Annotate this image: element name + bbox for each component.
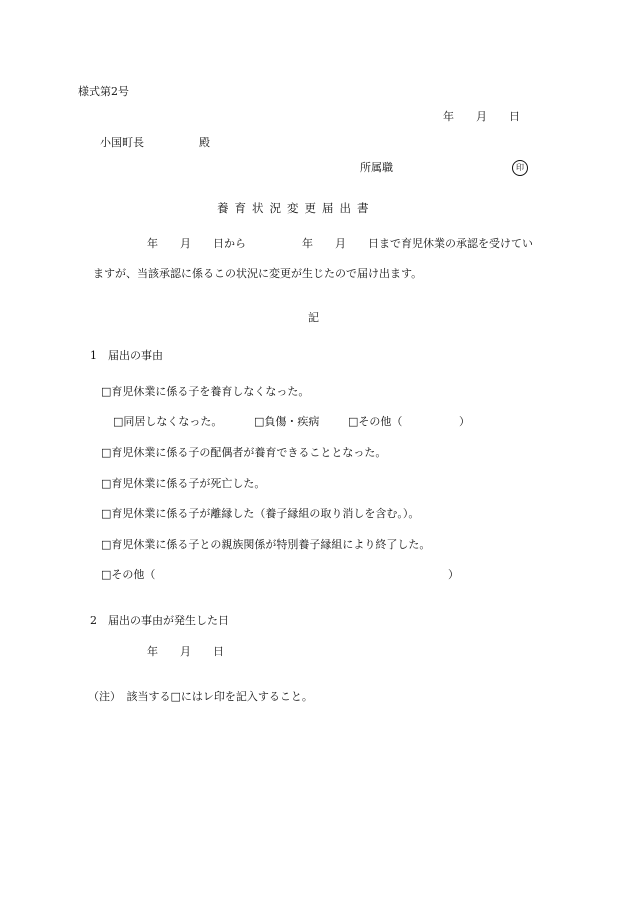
occurrence-date: 年 月 日 (147, 645, 224, 658)
header-date: 年 月 日 (443, 110, 520, 123)
note: （注） 該当する□にはレ印を記入すること。 (88, 690, 313, 703)
form-number: 様式第2号 (78, 85, 129, 98)
intro-line1-end: 年 月 日まで育児休業の承認を受けてい (302, 237, 533, 250)
intro-line2: ますが、当該承認に係るこの状況に変更が生じたので届け出ます。 (93, 267, 423, 280)
intro-line1-start: 年 月 日から (147, 237, 246, 250)
sub-injury: □負傷・疾病 (254, 415, 320, 428)
sub-other-close: ） (459, 415, 470, 428)
reason-item-5: □育児休業に係る子との親族関係が特別養子縁組により終了した。 (101, 538, 431, 551)
reason-item-6-close: ） (448, 568, 459, 581)
ki-heading: 記 (308, 311, 319, 324)
sub-cohabit: □同居しなくなった。 (113, 415, 223, 428)
affiliation-label: 所属職 (360, 161, 393, 174)
reason-item-1: □育児休業に係る子を養育しなくなった。 (101, 385, 310, 398)
reason-item-6: □その他（ (101, 568, 156, 581)
sub-other: □その他（ (348, 415, 403, 428)
page-title: 養育状況変更届出書 (217, 201, 375, 215)
recipient: 小国町長 殿 (100, 136, 210, 149)
section2-heading: 2 届出の事由が発生した日 (90, 614, 229, 627)
reason-item-2: □育児休業に係る子の配偶者が養育できることとなった。 (101, 446, 387, 459)
seal-mark: 印 (512, 160, 528, 176)
section1-heading: 1 届出の事由 (90, 349, 163, 362)
reason-item-4: □育児休業に係る子が離縁した（養子縁組の取り消しを含む。）。 (101, 507, 420, 520)
reason-item-3: □育児休業に係る子が死亡した。 (101, 477, 266, 490)
